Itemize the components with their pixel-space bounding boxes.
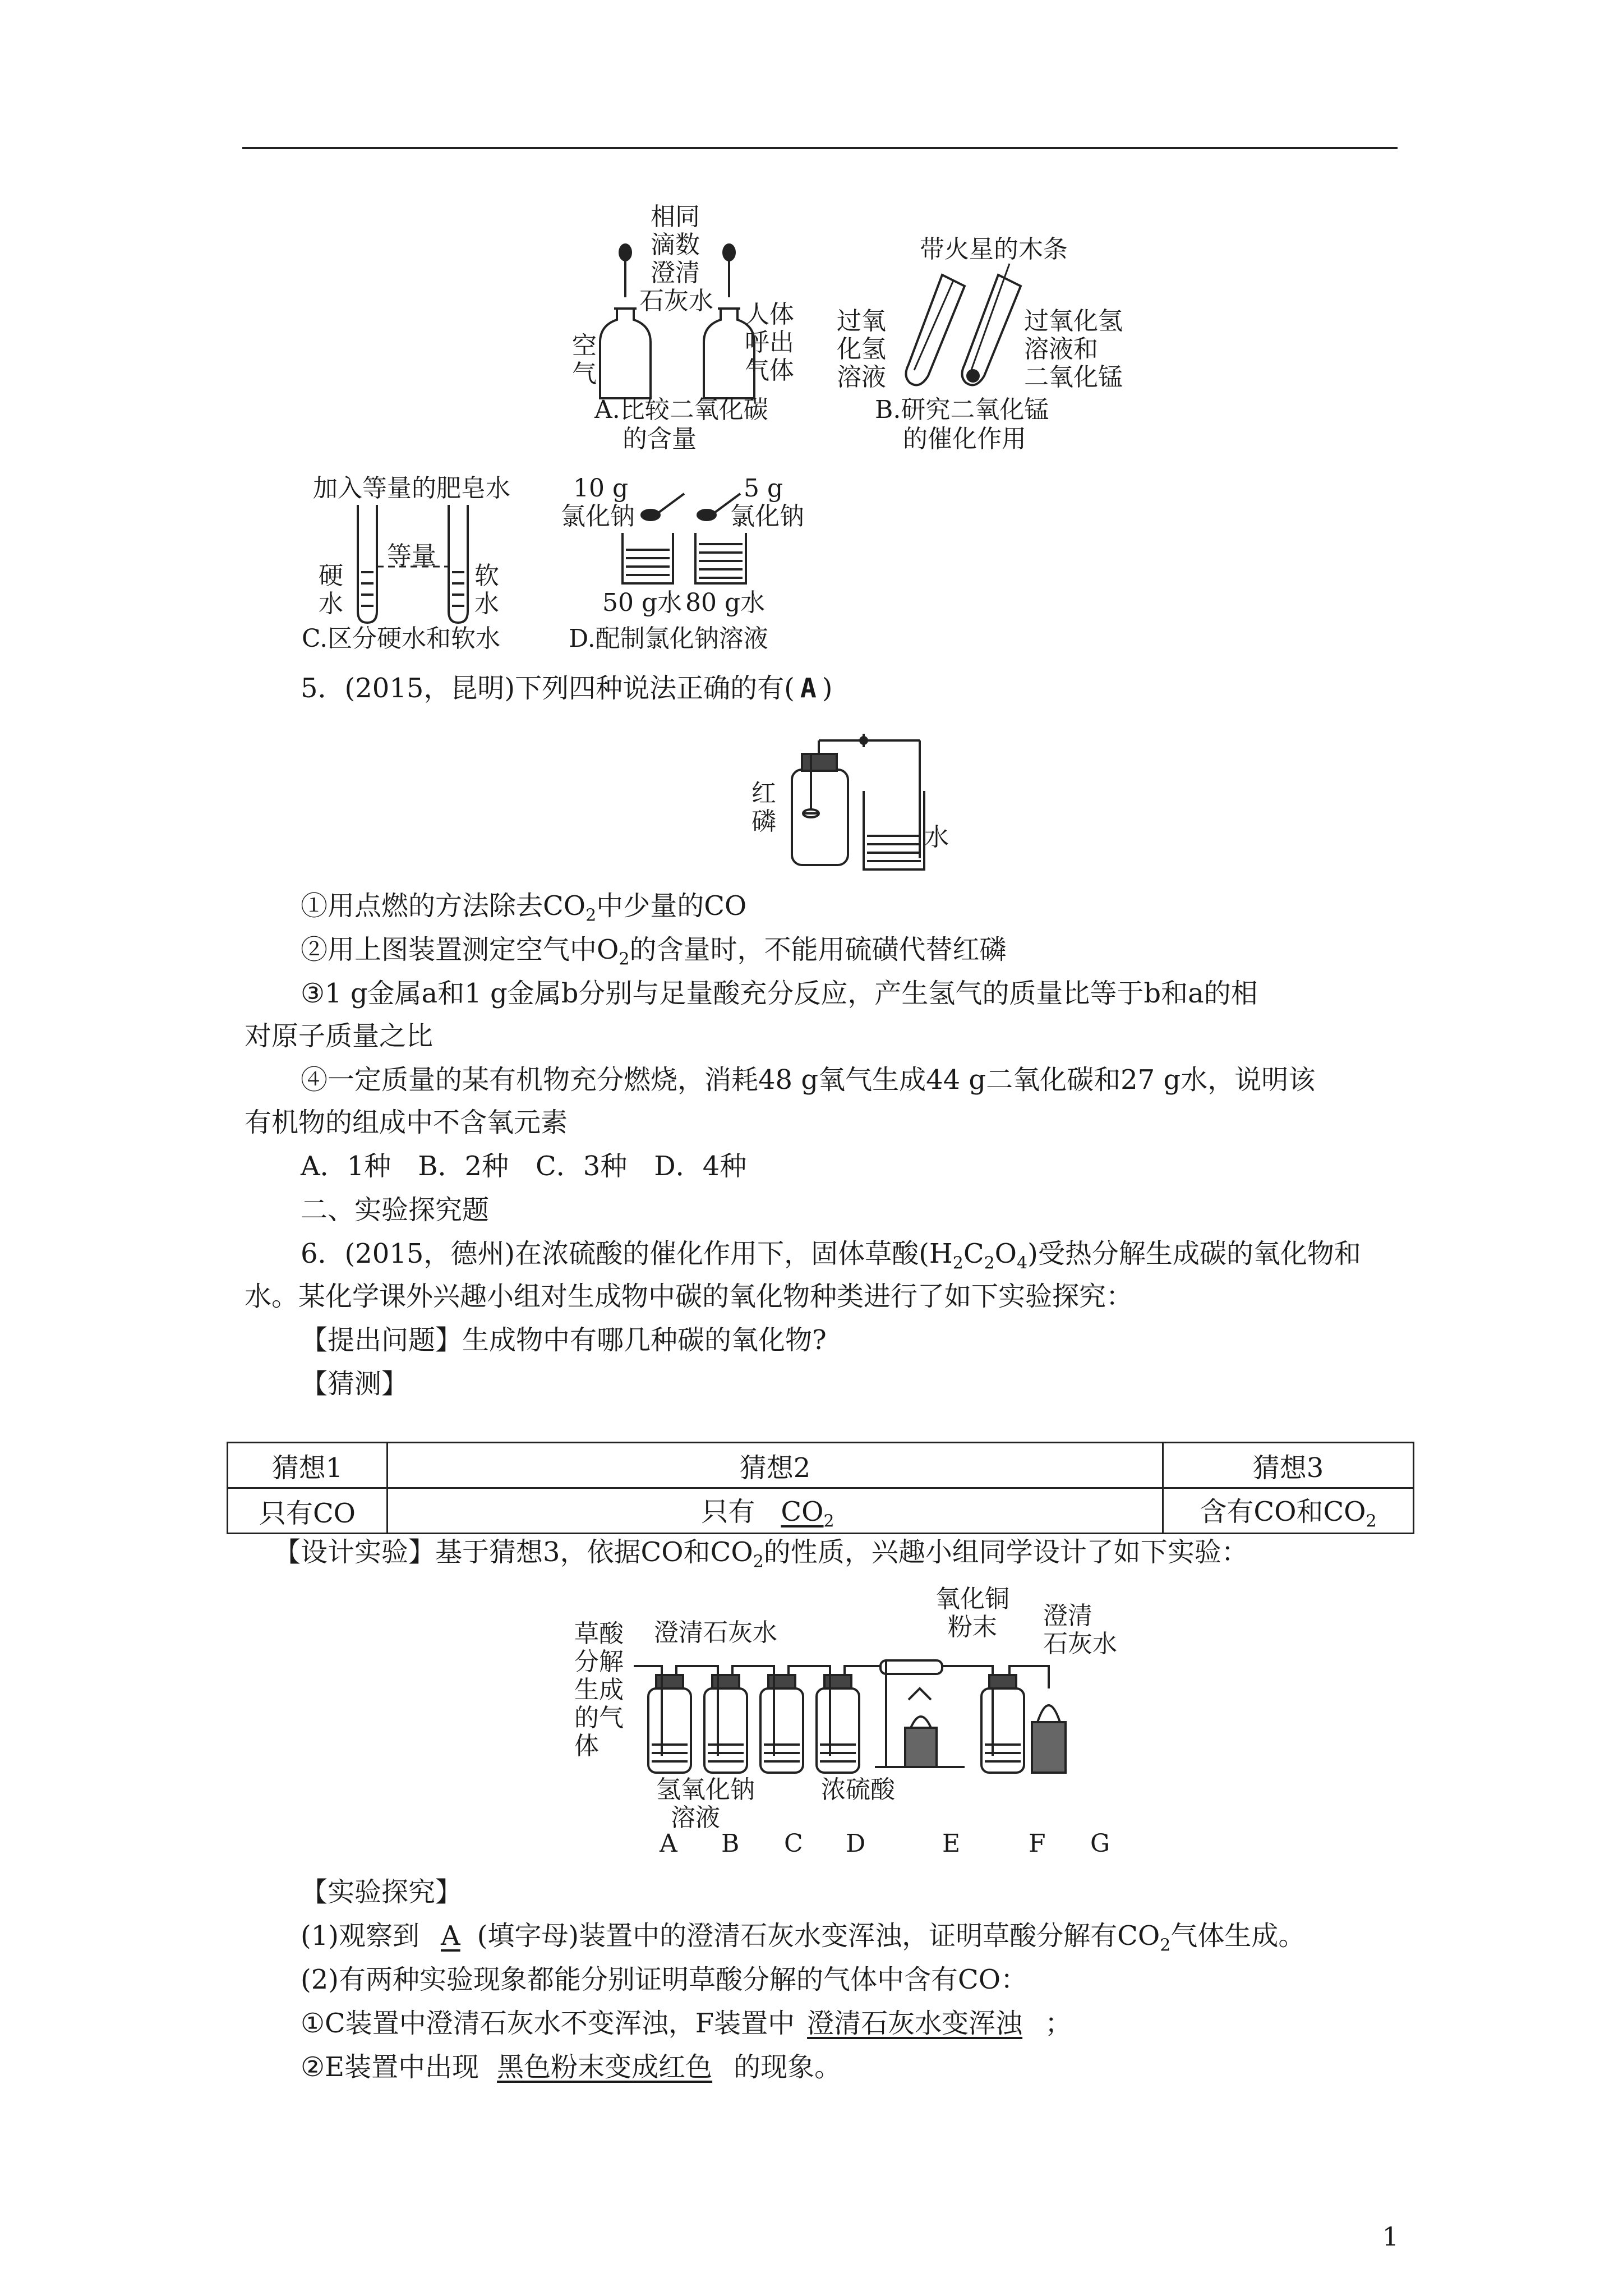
q5-item-2-b: 的含量时，不能用硫磺代替红磷 [629,934,1007,965]
fig-b-left-1: 过氧 [837,307,886,335]
fig6-gas-5: 体 [574,1732,599,1760]
fig-b-right-1: 过氧化氢 [1024,307,1123,335]
q5-stem-text: 5．(2015，昆明)下列四种说法正确的有( [301,673,795,704]
fig-a-label-1: 相同 [651,203,700,231]
q6-part-1-sub: 2 [1160,1935,1171,1955]
q6-part-3-b: ； [1045,2008,1072,2039]
q5-item-3-line-1: ③1 g金属a和1 g金属b分别与足量酸充分反应，产生氢气的质量比等于b和a的相 [301,978,1258,1009]
q6-part-4-b: 的现象。 [734,2051,842,2083]
q6-line-1-s1: 2 [952,1253,963,1273]
fig-a-right-2: 呼出 [745,328,794,357]
fig6-naoh-1: 氢氧化钠 [656,1775,755,1804]
q6-part-4-a: ②E装置中出现 [301,2051,479,2083]
fig-d-left-2: 氯化钠 [561,502,635,531]
fig6-gas-2: 分解 [574,1648,624,1676]
q5-stem [301,672,833,705]
fig-c-mid: 等量 [387,541,436,570]
table-header-2: 猜想2 [388,1443,1163,1488]
q6-design-a: 【设计实验】基于猜想3，依据CO和CO [274,1536,753,1568]
fig6-letter-g: G [1090,1829,1110,1858]
fig-d-drawing [617,482,751,606]
q5-item-2 [301,933,1006,976]
table-header-1: 猜想1 [228,1443,388,1488]
fig6-letter-e: E [942,1829,961,1858]
q6-part-4-answer: 黑色粉末变成红色 [497,2051,713,2083]
table-row [228,1488,1414,1534]
fig6-letter-a: A [660,1829,677,1858]
q6-line-1-a: 6．(2015，德州)在浓硫酸的催化作用下，固体草酸(H [301,1238,953,1269]
q5-item-1 [301,890,746,932]
fig6-gas-3: 生成 [574,1676,624,1704]
fig-c-left-1: 硬 [319,562,343,590]
q6-part-1-answer: A [441,1920,460,1952]
q6-line-1-s3: 4 [1017,1253,1028,1273]
fig-b-top-label: 带火星的木条 [920,235,1068,264]
q6-line-1-s2: 2 [984,1253,995,1273]
fig6-letter-d: D [846,1829,866,1858]
guess-2-answer-text: CO [781,1496,824,1528]
fig-b-caption-2: 的催化作用 [903,425,1026,453]
q5-item-2-sub: 2 [619,949,630,969]
bottle-a [648,1675,691,1773]
q5-item-4-line-1: ④一定质量的某有机物充分燃烧，消耗48 g氧气生成44 g二氧化碳和27 g水，说明该 [301,1064,1316,1096]
q5-item-1-a: ①用点燃的方法除去CO [301,890,586,922]
fig-d-left-1: 10 g [573,474,629,503]
fig6-h2so4: 浓硫酸 [821,1775,895,1804]
fig-c-right-2: 水 [474,590,499,618]
fig6-gas-4: 的气 [574,1704,624,1732]
fig5-water: 水 [924,823,949,852]
fig6-naoh-2: 溶液 [671,1803,720,1832]
fig-c-left-2: 水 [319,590,343,618]
section-2-heading: 二、实验探究题 [301,1194,490,1226]
fig-b-caption-1: B.研究二氧化锰 [875,395,1049,424]
q6-design-sub: 2 [753,1552,764,1572]
fig-a-caption-1: A.比较二氧化碳 [594,395,768,424]
q6-part-4 [301,2051,841,2083]
fig6-limewater2-1: 澄清 [1043,1602,1092,1630]
fig-d-right-1: 5 g [744,474,783,503]
header-rule [242,147,1398,149]
fig-b-right-2: 溶液和 [1024,335,1098,364]
fig-a-drawing [594,236,763,404]
q6-line-2: 水。某化学课外兴趣小组对生成物中碳的氧化物种类进行了如下实验探究： [245,1281,1133,1312]
fig6-cuo-1: 氧化铜 [935,1585,1009,1613]
q6-part-1-b: (填字母)装置中的澄清石灰水变浑浊，证明草酸分解有CO [477,1920,1160,1952]
table-cell-guess-3 [1163,1488,1414,1534]
q5-options: A．1种 B．2种 C．3种 D．4种 [301,1151,747,1182]
fig-a-right-1: 人体 [745,300,794,329]
fig-c-right-1: 软 [474,562,499,590]
fig-b-drawing [897,264,1032,398]
guess-2-answer-sub: 2 [823,1511,834,1531]
q6-part-1-a: (1)观察到 [301,1920,419,1952]
fig5-red-2: 磷 [751,807,776,836]
q6-guess-heading: 【猜测】 [301,1368,409,1400]
fig6-letter-b: B [721,1829,740,1858]
q6-line-1 [301,1237,1361,1280]
fig6-limewater-1: 澄清石灰水 [654,1618,777,1647]
q6-line-1-m1: C [963,1238,984,1269]
guess-3-sub: 2 [1366,1511,1377,1531]
q6-line-1-b: )受热分解生成碳的氧化物和 [1027,1238,1361,1269]
fig6-letter-c: C [784,1829,803,1858]
guess-2-answer [755,1496,849,1531]
fig6-gas-1: 草酸 [574,1619,624,1648]
table-cell-guess-1: 只有CO [228,1488,388,1534]
q6-design-b: 的性质，兴趣小组同学设计了如下实验： [763,1536,1248,1568]
fig-a-label-3: 澄清 [651,259,700,287]
fig-a-label-4: 石灰水 [639,287,713,315]
fig-b-left-2: 化氢 [837,335,886,364]
q6-part-3-answer: 澄清石灰水变浑浊 [807,2008,1023,2039]
q6-explore-heading: 【实验探究】 [301,1876,463,1908]
q5-item-2-a: ②用上图装置测定空气中O [301,934,619,965]
table-row [228,1443,1414,1488]
fig5-red-1: 红 [751,779,776,808]
fig-a-label-2: 滴数 [651,231,700,259]
fig-c-caption: C.区分硬水和软水 [302,624,501,653]
q6-part-1 [301,1920,1305,1962]
q6-part-2: (2)有两种实验现象都能分别证明草酸分解的气体中含有CO： [301,1964,1028,1995]
q5-answer: A [800,673,817,704]
q6-question: 【提出问题】生成物中有哪几种碳的氧化物? [301,1324,827,1356]
fig-b-right-3: 二氧化锰 [1024,363,1123,392]
fig6-limewater2-2: 石灰水 [1043,1630,1117,1658]
table-cell-guess-2 [388,1488,1163,1534]
fig-b-left-3: 溶液 [837,363,886,392]
q5-item-4-line-2: 有机物的组成中不含氧元素 [245,1107,568,1138]
fig-c-drawing [348,499,482,628]
fig6-cuo-2: 粉末 [948,1613,997,1641]
q6-part-3-a: ①C装置中澄清石灰水不变浑浊，F装置中 [301,2008,795,2039]
q5-item-3-line-2: 对原子质量之比 [245,1020,434,1052]
q6-design [274,1536,1248,1579]
table-header-3: 猜想3 [1163,1443,1414,1488]
guess-2-prefix: 只有 [701,1496,755,1528]
fig-d-water-2: 80 g水 [685,588,766,617]
guess-3-text: 含有CO和CO [1200,1496,1366,1528]
q5-stem-close: ) [822,673,833,704]
fig-c-top-label: 加入等量的肥皂水 [313,474,510,503]
fig-d-caption: D.配制氯化钠溶液 [569,624,768,653]
fig-a-left-2: 气 [572,360,597,388]
guess-table [227,1442,1414,1534]
fig-d-right-2: 氯化钠 [730,502,804,531]
q5-item-1-b: 中少量的CO [596,890,747,922]
fig6-drawing [639,1655,1133,1778]
q6-part-1-c: 气体生成。 [1170,1920,1306,1952]
q5-item-1-sub: 2 [585,905,597,926]
fig-a-caption-2: 的含量 [623,425,697,453]
fig5-drawing [780,729,931,875]
fig-a-left-1: 空 [572,332,597,360]
q6-line-1-m2: O [994,1238,1017,1269]
fig-d-water-1: 50 g水 [602,588,683,617]
page-number: 1 [1382,2221,1399,2252]
fig-a-right-3: 气体 [745,356,794,385]
q6-part-3 [301,2007,1072,2040]
fig6-letter-f: F [1029,1829,1046,1858]
